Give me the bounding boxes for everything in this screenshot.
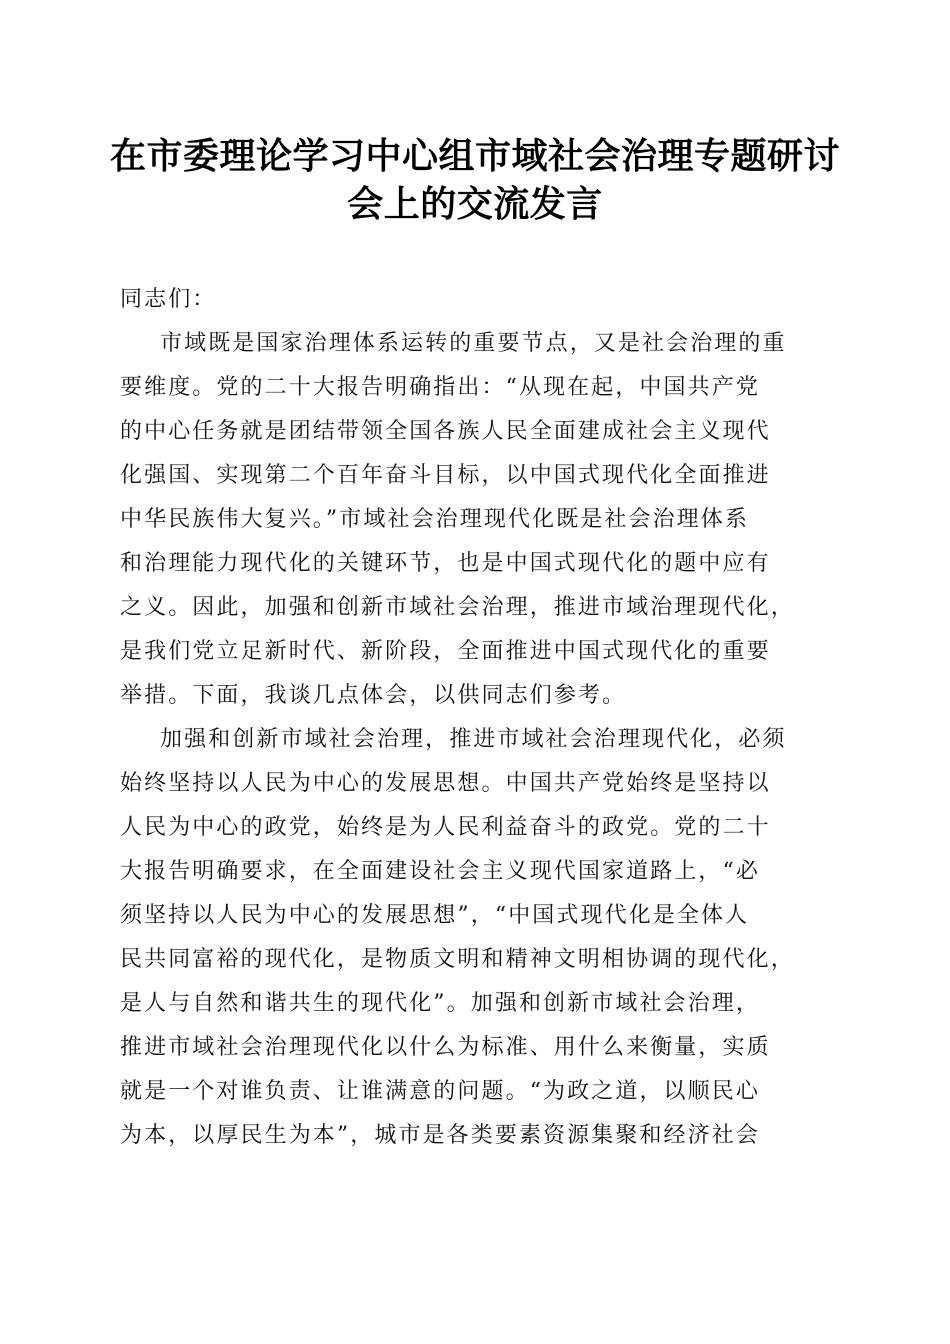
document-title xyxy=(100,132,850,228)
paragraph-2-line: 始终坚持以人民为中心的发展思想。中国共产党始终是坚持以 xyxy=(120,771,771,796)
paragraph-2-line: 人民为中心的政党，始终是为人民利益奋斗的政党。党的二十 xyxy=(120,815,771,840)
paragraph-1-line: 中华民族伟大复兴。”市域社会治理现代化既是社会治理体系 xyxy=(120,507,749,532)
title-line-2: 会上的交流发言 xyxy=(347,183,603,225)
paragraph-2-line: 为本，以厚民生为本”，城市是各类要素资源集聚和经济社会 xyxy=(120,1123,760,1148)
paragraph-1-line: 化强国、实现第二个百年奋斗目标，以中国式现代化全面推进 xyxy=(120,463,771,488)
paragraph-2-line: 大报告明确要求，在全面建设社会主义现代国家道路上，“必 xyxy=(120,859,760,884)
paragraph-1-line: 的中心任务就是团结带领全国各族人民全面建成社会主义现代 xyxy=(120,419,771,444)
paragraph-1-line: 市域既是国家治理体系运转的重要节点，又是社会治理的重 xyxy=(160,331,787,356)
paragraph-2-line: 民共同富裕的现代化，是物质文明和精神文明相协调的现代化， xyxy=(120,947,795,972)
paragraph-1-line: 和治理能力现代化的关键环节，也是中国式现代化的题中应有 xyxy=(120,551,771,576)
paragraph-2-line: 是人与自然和谐共生的现代化”。加强和创新市域社会治理， xyxy=(120,991,760,1016)
paragraph-1-line: 是我们党立足新时代、新阶段，全面推进中国式现代化的重要 xyxy=(120,639,771,664)
paragraph-2-line: 推进市域社会治理现代化以什么为标准、用什么来衡量，实质 xyxy=(120,1035,771,1060)
document-body xyxy=(120,278,832,1158)
title-line-1: 在市委理论学习中心组市域社会治理专题研讨 xyxy=(109,135,840,177)
paragraph-1-line: 之义。因此，加强和创新市域社会治理，推进市域治理现代化， xyxy=(120,595,795,620)
salutation: 同志们： xyxy=(120,287,217,312)
paragraph-2-line: 就是一个对谁负责、让谁满意的问题。“为政之道，以顺民心 xyxy=(120,1079,760,1104)
paragraph-1-line: 举措。下面，我谈几点体会，以供同志们参考。 xyxy=(120,683,627,708)
paragraph-2-line: 加强和创新市域社会治理，推进市域社会治理现代化，必须 xyxy=(160,727,787,752)
paragraph-1-line: 要维度。党的二十大报告明确指出：“从现在起，中国共产党 xyxy=(120,375,760,400)
paragraph-2-line: 须坚持以人民为中心的发展思想”，“中国式现代化是全体人 xyxy=(120,903,750,928)
